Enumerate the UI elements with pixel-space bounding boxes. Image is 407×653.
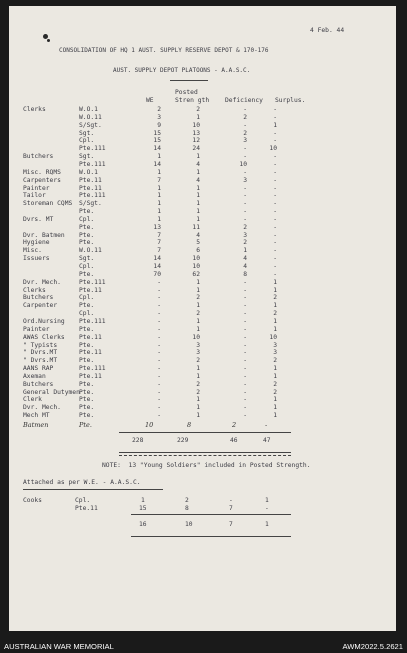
row-deficiency: - xyxy=(243,145,247,153)
row-posted: 4 xyxy=(196,176,200,184)
total-surplus: 47 xyxy=(263,437,271,444)
row-posted: 3 xyxy=(196,341,200,349)
attached-row-posted: 2 xyxy=(185,497,189,504)
row-we: 1 xyxy=(157,200,161,208)
attached-total-surplus: 1 xyxy=(265,521,269,528)
row-deficiency: - xyxy=(243,106,247,113)
row-posted: 1 xyxy=(196,404,200,412)
total-posted: 229 xyxy=(177,437,189,444)
row-we: - xyxy=(157,404,161,412)
row-we: - xyxy=(157,388,161,396)
row-we: - xyxy=(157,317,161,325)
attached-total-rule-bottom xyxy=(131,536,291,537)
col-head-we: WE xyxy=(146,97,154,104)
row-surplus: 10 xyxy=(269,333,277,341)
row-we: 3 xyxy=(157,113,161,121)
row-posted: 2 xyxy=(196,294,200,302)
row-rank: Pte.11 xyxy=(79,333,102,341)
row-posted: 4 xyxy=(196,231,200,239)
document-subtitle: AUST. SUPPLY DEPOT PLATOONS - A.A.S.C. xyxy=(113,67,251,74)
row-surplus: 1 xyxy=(273,286,277,294)
row-posted: 2 xyxy=(196,357,200,365)
row-rank: Sgt. xyxy=(79,129,95,137)
row-rank: Pte. xyxy=(79,325,95,333)
attached-row-deficiency: - xyxy=(229,497,233,504)
row-category: Dvr. Mech. xyxy=(23,404,61,412)
row-posted: 62 xyxy=(192,270,200,278)
row-deficiency: 2 xyxy=(243,239,247,247)
row-rank: Cpl. xyxy=(79,137,95,145)
row-deficiency: - xyxy=(243,349,247,357)
row-rank: Cpl. xyxy=(79,263,95,270)
row-deficiency: - xyxy=(243,278,247,286)
row-rank: Pte.11 xyxy=(79,176,102,184)
row-category: AWAS Clerks xyxy=(23,333,65,341)
row-surplus: - xyxy=(273,223,277,231)
total-rule-top xyxy=(119,432,291,433)
row-deficiency: - xyxy=(243,333,247,341)
row-posted: 1 xyxy=(196,184,200,192)
row-surplus: - xyxy=(273,129,277,137)
row-we: 9 xyxy=(157,121,161,129)
row-category: Tailor xyxy=(23,192,46,200)
row-rank: Pte. xyxy=(79,380,95,388)
row-surplus: 3 xyxy=(273,341,277,349)
row-category: Storeman CQMS xyxy=(23,200,73,208)
row-rank: Pte.11 xyxy=(79,286,102,294)
row-rank: Pte.111 xyxy=(79,317,106,325)
row-rank: Pte.111 xyxy=(79,365,106,373)
row-we: 14 xyxy=(153,160,161,168)
row-surplus: - xyxy=(273,176,277,184)
document-date: 4 Feb. 44 xyxy=(310,27,345,34)
row-rank: Pte. xyxy=(79,357,95,365)
row-we: 1 xyxy=(157,192,161,200)
attached-heading-underline xyxy=(23,489,163,490)
row-we: - xyxy=(157,357,161,365)
row-surplus: 10 xyxy=(269,145,277,153)
row-surplus: 1 xyxy=(273,412,277,420)
row-we: 70 xyxy=(153,270,161,278)
row-we: 7 xyxy=(157,231,161,239)
row-category: Carpenters xyxy=(23,176,61,184)
row-surplus: - xyxy=(273,263,277,270)
footer-institution: AUSTRALIAN WAR MEMORIAL xyxy=(4,642,114,651)
row-surplus: - xyxy=(273,239,277,247)
row-surplus: 1 xyxy=(273,372,277,380)
row-surplus: - xyxy=(273,270,277,278)
row-posted: 2 xyxy=(196,310,200,318)
row-we: 15 xyxy=(153,129,161,137)
row-posted: 4 xyxy=(196,160,200,168)
row-deficiency: 3 xyxy=(243,231,247,239)
row-category: Ord.Nursing xyxy=(23,317,65,325)
row-deficiency: - xyxy=(243,121,247,129)
row-rank: Pte.111 xyxy=(79,145,106,153)
batmen-surplus: - xyxy=(265,421,268,429)
row-rank: W.O.1 xyxy=(79,106,98,113)
row-deficiency: - xyxy=(243,325,247,333)
row-rank: Pte. xyxy=(79,341,95,349)
attached-row-we: 15 xyxy=(139,505,147,512)
row-rank: Sgt. xyxy=(79,255,95,263)
row-we: - xyxy=(157,396,161,404)
row-posted: 24 xyxy=(192,145,200,153)
row-category: Dvr. Mech. xyxy=(23,278,61,286)
row-deficiency: 3 xyxy=(243,137,247,145)
row-we: 13 xyxy=(153,223,161,231)
row-surplus: 1 xyxy=(273,404,277,412)
row-deficiency: - xyxy=(243,215,247,223)
total-we: 228 xyxy=(132,437,144,444)
attached-total-rule xyxy=(131,514,291,515)
row-deficiency: - xyxy=(243,302,247,310)
row-deficiency: - xyxy=(243,317,247,325)
row-we: 1 xyxy=(157,184,161,192)
row-posted: 10 xyxy=(192,333,200,341)
row-category: Issuers xyxy=(23,255,50,263)
row-surplus: 1 xyxy=(273,317,277,325)
footer-bar xyxy=(0,638,407,653)
row-surplus: 1 xyxy=(273,302,277,310)
row-surplus: - xyxy=(273,192,277,200)
row-rank: Pte.11 xyxy=(79,349,102,357)
row-posted: 1 xyxy=(196,192,200,200)
row-deficiency: 8 xyxy=(243,270,247,278)
row-we: 14 xyxy=(153,263,161,270)
row-rank: Pte.11 xyxy=(79,372,102,380)
row-rank: W.O.11 xyxy=(79,247,102,255)
row-surplus: 1 xyxy=(273,325,277,333)
row-posted: 1 xyxy=(196,286,200,294)
row-surplus: - xyxy=(273,215,277,223)
row-rank: S/Sgt. xyxy=(79,200,102,208)
row-we: 1 xyxy=(157,215,161,223)
row-deficiency: - xyxy=(243,404,247,412)
total-deficiency: 46 xyxy=(230,437,238,444)
row-deficiency: 2 xyxy=(243,113,247,121)
row-rank: Cpl. xyxy=(79,294,95,302)
row-category: Dvrs. MT xyxy=(23,215,54,223)
row-surplus: 1 xyxy=(273,278,277,286)
row-rank: W.O.1 xyxy=(79,168,98,176)
row-posted: 2 xyxy=(196,380,200,388)
attached-row-posted: 8 xyxy=(185,505,189,512)
row-surplus: - xyxy=(273,137,277,145)
row-we: - xyxy=(157,341,161,349)
row-category: Butchers xyxy=(23,380,54,388)
row-category: Butchers xyxy=(23,294,54,302)
row-posted: 13 xyxy=(192,129,200,137)
row-category: Clerks xyxy=(23,106,46,113)
attached-row-rank: Pte.11 xyxy=(75,505,98,512)
row-deficiency: 10 xyxy=(239,160,247,168)
row-posted: 2 xyxy=(196,106,200,113)
row-category: AANS RAP xyxy=(23,365,54,373)
row-we: 1 xyxy=(157,168,161,176)
row-deficiency: - xyxy=(243,192,247,200)
row-surplus: - xyxy=(273,106,277,113)
row-deficiency: - xyxy=(243,341,247,349)
attached-row-we: 1 xyxy=(141,497,145,504)
row-we: 1 xyxy=(157,153,161,161)
row-category: Carpenter xyxy=(23,302,58,310)
row-rank: Pte. xyxy=(79,231,95,239)
row-posted: 1 xyxy=(196,200,200,208)
note-text: NOTE: 13 "Young Soldiers" included in Posted Strength. xyxy=(102,462,311,469)
row-deficiency: 2 xyxy=(243,223,247,231)
attached-total-posted: 10 xyxy=(185,521,193,528)
row-we: - xyxy=(157,365,161,373)
row-posted: 1 xyxy=(196,372,200,380)
row-category: " Typists xyxy=(23,341,58,349)
row-posted: 1 xyxy=(196,396,200,404)
row-category: Hygiene xyxy=(23,239,50,247)
row-deficiency: 4 xyxy=(243,263,247,270)
row-category: Misc. RQMS xyxy=(23,168,61,176)
row-rank: Cpl. xyxy=(79,310,95,318)
row-category: General Dutymen xyxy=(23,388,80,396)
row-surplus: - xyxy=(273,231,277,239)
row-posted: 1 xyxy=(196,317,200,325)
row-posted: 1 xyxy=(196,302,200,310)
row-posted: 1 xyxy=(196,412,200,420)
row-category: Painter xyxy=(23,184,50,192)
row-we: 14 xyxy=(153,145,161,153)
row-posted: 1 xyxy=(196,113,200,121)
total-rule-dashed xyxy=(119,455,291,456)
row-deficiency: - xyxy=(243,357,247,365)
attached-row-surplus: 1 xyxy=(265,497,269,504)
row-we: - xyxy=(157,412,161,420)
row-deficiency: - xyxy=(243,396,247,404)
row-deficiency: - xyxy=(243,412,247,420)
batmen-deficiency: 2 xyxy=(232,421,237,429)
row-posted: 11 xyxy=(192,223,200,231)
row-we: - xyxy=(157,278,161,286)
row-we: 7 xyxy=(157,247,161,255)
row-we: - xyxy=(157,349,161,357)
row-rank: Cpl. xyxy=(79,215,95,223)
row-posted: 1 xyxy=(196,215,200,223)
document-page xyxy=(9,6,396,631)
row-surplus: - xyxy=(273,160,277,168)
row-we: - xyxy=(157,302,161,310)
row-posted: 5 xyxy=(196,239,200,247)
row-deficiency: - xyxy=(243,294,247,302)
row-posted: 10 xyxy=(192,121,200,129)
row-we: - xyxy=(157,325,161,333)
row-posted: 1 xyxy=(196,153,200,161)
row-surplus: 3 xyxy=(273,349,277,357)
row-category: Dvr. Batmen xyxy=(23,231,65,239)
row-we: - xyxy=(157,372,161,380)
row-surplus: 2 xyxy=(273,294,277,302)
row-category: Axeman xyxy=(23,372,46,380)
row-deficiency: - xyxy=(243,200,247,208)
row-rank: Pte. xyxy=(79,404,95,412)
row-surplus: - xyxy=(273,113,277,121)
row-deficiency: - xyxy=(243,310,247,318)
row-we: 15 xyxy=(153,137,161,145)
row-we: 1 xyxy=(157,208,161,216)
row-posted: 1 xyxy=(196,325,200,333)
document-title: CONSOLIDATION OF HQ 1 AUST. SUPPLY RESERVE DEPOT & 170-176 xyxy=(59,47,269,54)
batmen-we: 10 xyxy=(145,421,154,429)
row-deficiency: - xyxy=(243,168,247,176)
row-surplus: 1 xyxy=(273,121,277,129)
row-surplus: - xyxy=(273,208,277,216)
total-rule-bottom xyxy=(119,452,291,453)
row-surplus: 2 xyxy=(273,357,277,365)
row-posted: 1 xyxy=(196,208,200,216)
row-we: 2 xyxy=(157,106,161,113)
attached-heading: Attached as per W.E. - A.A.S.C. xyxy=(23,479,141,486)
row-rank: Pte.111 xyxy=(79,278,106,286)
row-category: Painter xyxy=(23,325,50,333)
row-rank: S/Sgt. xyxy=(79,121,102,129)
row-category: Clerk xyxy=(23,396,42,404)
row-deficiency: 1 xyxy=(243,247,247,255)
row-category: " Dvrs.MT xyxy=(23,357,58,365)
row-surplus: - xyxy=(273,153,277,161)
row-posted: 12 xyxy=(192,137,200,145)
row-we: 7 xyxy=(157,239,161,247)
row-surplus: - xyxy=(273,184,277,192)
attached-row-deficiency: 7 xyxy=(229,505,233,512)
batmen-posted: 8 xyxy=(187,421,192,429)
row-posted: 1 xyxy=(196,365,200,373)
footer-accession-number: AWM2022.5.2621 xyxy=(342,642,403,651)
row-rank: Pte. xyxy=(79,223,95,231)
row-surplus: 1 xyxy=(273,396,277,404)
row-rank: Pte.111 xyxy=(79,192,106,200)
row-deficiency: - xyxy=(243,365,247,373)
row-surplus: 2 xyxy=(273,380,277,388)
row-category: " Dvrs.MT xyxy=(23,349,58,357)
row-rank: Pte. xyxy=(79,388,95,396)
row-surplus: 1 xyxy=(273,365,277,373)
row-category: Butchers xyxy=(23,153,54,161)
row-rank: Pte. xyxy=(79,239,95,247)
row-deficiency: 4 xyxy=(243,255,247,263)
row-rank: Pte. xyxy=(79,396,95,404)
attached-total-deficiency: 7 xyxy=(229,521,233,528)
row-surplus: - xyxy=(273,168,277,176)
row-deficiency: - xyxy=(243,208,247,216)
batmen-rank: Pte. xyxy=(79,421,92,429)
row-we: - xyxy=(157,380,161,388)
row-deficiency: 3 xyxy=(243,176,247,184)
row-deficiency: - xyxy=(243,380,247,388)
title-underline xyxy=(170,80,208,81)
attached-row-rank: Cpl. xyxy=(75,497,91,504)
punch-hole-mark xyxy=(47,39,50,42)
row-deficiency: - xyxy=(243,153,247,161)
row-rank: Pte. xyxy=(79,302,95,310)
row-posted: 10 xyxy=(192,263,200,270)
row-rank: Sgt. xyxy=(79,153,95,161)
row-category: Clerks xyxy=(23,286,46,294)
row-rank: Pte.111 xyxy=(79,160,106,168)
row-we: - xyxy=(157,294,161,302)
row-posted: 1 xyxy=(196,278,200,286)
row-rank: Pte.11 xyxy=(79,184,102,192)
row-we: 7 xyxy=(157,176,161,184)
attached-row-surplus: - xyxy=(265,505,269,512)
row-rank: W.O.11 xyxy=(79,113,102,121)
row-surplus: 2 xyxy=(273,310,277,318)
row-we: - xyxy=(157,333,161,341)
row-surplus: - xyxy=(273,200,277,208)
row-deficiency: - xyxy=(243,388,247,396)
row-we: - xyxy=(157,310,161,318)
row-surplus: - xyxy=(273,247,277,255)
row-posted: 10 xyxy=(192,255,200,263)
row-posted: 3 xyxy=(196,349,200,357)
col-head-strength: Stren gth xyxy=(175,97,210,104)
row-we: - xyxy=(157,286,161,294)
attached-total-we: 16 xyxy=(139,521,147,528)
row-surplus: - xyxy=(273,255,277,263)
row-rank: Pte. xyxy=(79,208,95,216)
row-posted: 1 xyxy=(196,168,200,176)
col-head-surplus: Surplus. xyxy=(275,97,306,104)
row-deficiency: - xyxy=(243,184,247,192)
row-we: 14 xyxy=(153,255,161,263)
row-category: Mech MT xyxy=(23,412,50,420)
row-posted: 6 xyxy=(196,247,200,255)
attached-row-cat: Cooks xyxy=(23,497,42,504)
row-category: Misc. xyxy=(23,247,42,255)
row-rank: Pte. xyxy=(79,270,95,278)
row-surplus: 2 xyxy=(273,388,277,396)
col-head-deficiency: Deficiency xyxy=(225,97,263,104)
batmen-label: Batmen xyxy=(23,421,49,429)
col-head-posted: Posted xyxy=(175,89,198,96)
row-deficiency: - xyxy=(243,372,247,380)
row-deficiency: 2 xyxy=(243,129,247,137)
row-posted: 2 xyxy=(196,388,200,396)
row-deficiency: - xyxy=(243,286,247,294)
row-rank: Pte. xyxy=(79,412,95,420)
